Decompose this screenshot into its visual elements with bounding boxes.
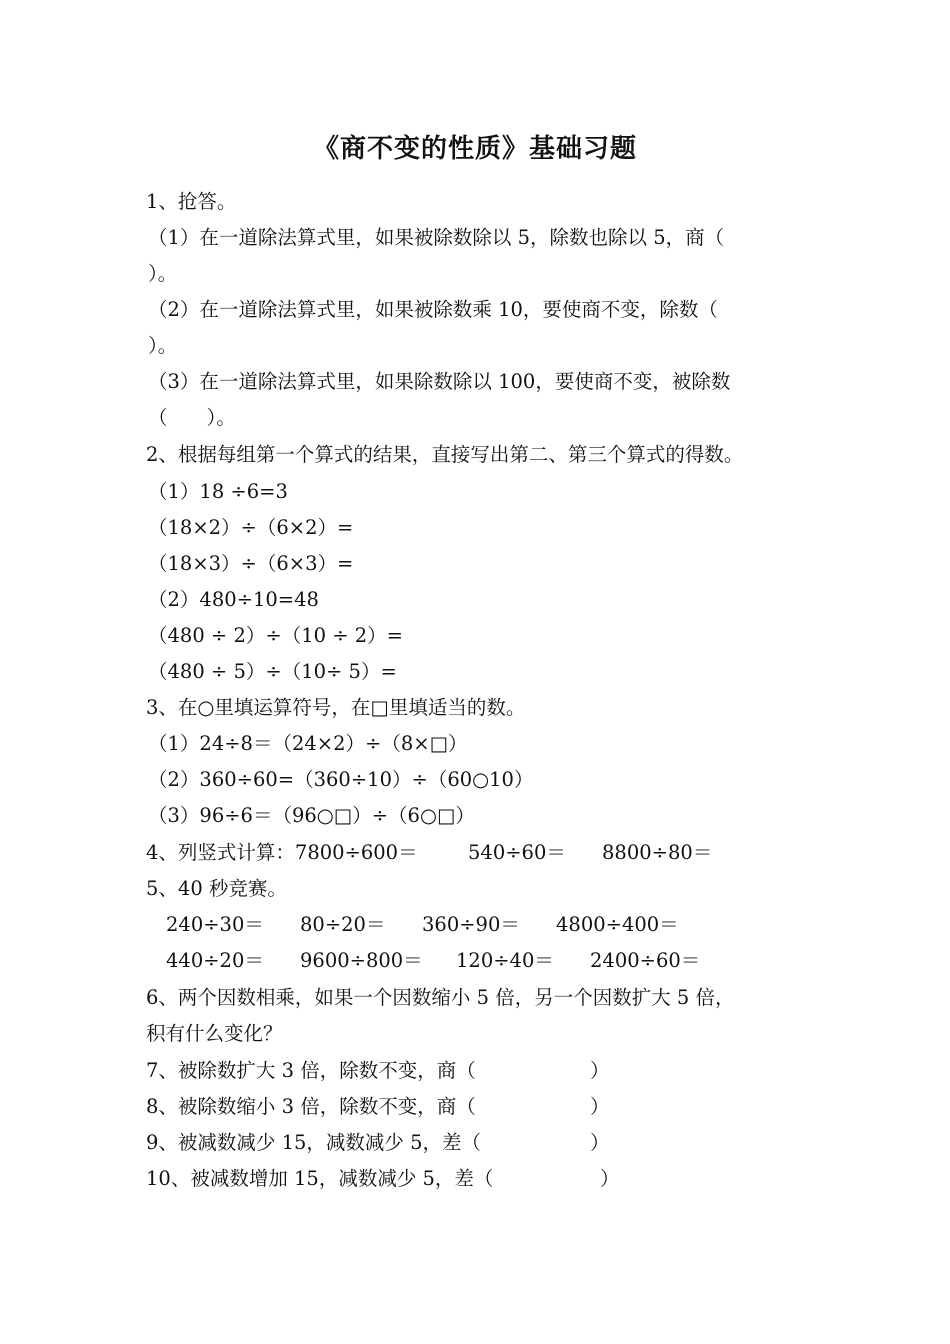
q2-line: （2）480÷10=48 (148, 588, 319, 611)
q4-item: 8800÷80＝ (602, 841, 713, 864)
q10-close-paren: ） (600, 1167, 620, 1190)
q5-item: 4800÷400＝ (556, 913, 679, 936)
q7-text: 7、被除数扩大 3 倍，除数不变，商（ (146, 1059, 476, 1082)
q4-line: 4、列竖式计算：7800÷600＝ (146, 841, 418, 864)
q1-sub2-line1: （2）在一道除法算式里，如果被除数乘 10，要使商不变，除数（ (148, 298, 718, 321)
q5-item: 360÷90＝ (422, 913, 520, 936)
q1-sub1-line1: （1）在一道除法算式里，如果被除数除以 5，除数也除以 5，商（ (148, 226, 725, 249)
q7-close-paren: ） (590, 1059, 610, 1082)
q5-item: 120÷40＝ (456, 949, 554, 972)
q1-sub2-line2: ）。 (148, 334, 178, 357)
q2-heading: 2、根据每组第一个算式的结果，直接写出第二、第三个算式的得数。 (146, 443, 744, 466)
q3-heading: 3、在○里填运算符号，在□里填适当的数。 (146, 696, 526, 719)
q9-close-paren: ） (590, 1131, 610, 1154)
q4-item: 540÷60＝ (468, 841, 566, 864)
q2-line: （480 ÷ 2）÷（10 ÷ 2）= (148, 624, 403, 647)
q5-item: 240÷30＝ (166, 913, 264, 936)
q3-line: （1）24÷8＝（24×2）÷（8×□） (148, 732, 468, 755)
q2-line: （18×3）÷（6×3）= (148, 552, 354, 575)
q2-line: （480 ÷ 5）÷（10÷ 5）= (148, 660, 397, 683)
q5-item: 440÷20＝ (166, 949, 264, 972)
q5-item: 9600÷800＝ (300, 949, 423, 972)
q2-line: （18×2）÷（6×2）= (148, 516, 354, 539)
q9-text: 9、被减数减少 15，减数减少 5，差（ (146, 1131, 482, 1154)
q8-close-paren: ） (590, 1095, 610, 1118)
q5-item: 80÷20＝ (300, 913, 386, 936)
q3-line: （3）96÷6＝（96○□）÷（6○□） (148, 804, 475, 827)
q1-sub3-line1: （3）在一道除法算式里，如果除数除以 100，要使商不变，被除数 (148, 370, 731, 393)
q6-line1: 6、两个因数相乘，如果一个因数缩小 5 倍，另一个因数扩大 5 倍， (146, 986, 735, 1009)
q8-text: 8、被除数缩小 3 倍，除数不变，商（ (146, 1095, 476, 1118)
q2-line: （1）18 ÷6=3 (148, 480, 288, 503)
q1-sub1-line2: ）。 (148, 262, 178, 285)
q1-sub3-line2: （ ）。 (148, 406, 236, 429)
q5-item: 2400÷60＝ (590, 949, 701, 972)
q6-line2: 积有什么变化？ (146, 1022, 283, 1045)
q5-heading: 5、40 秒竞赛。 (146, 877, 287, 900)
q1-heading: 1、抢答。 (146, 190, 237, 213)
page-title: 《商不变的性质》基础习题 (312, 134, 637, 164)
q10-text: 10、被减数增加 15，减数减少 5，差（ (146, 1167, 494, 1190)
q3-line: （2）360÷60=（360÷10）÷（60○10） (148, 768, 534, 791)
